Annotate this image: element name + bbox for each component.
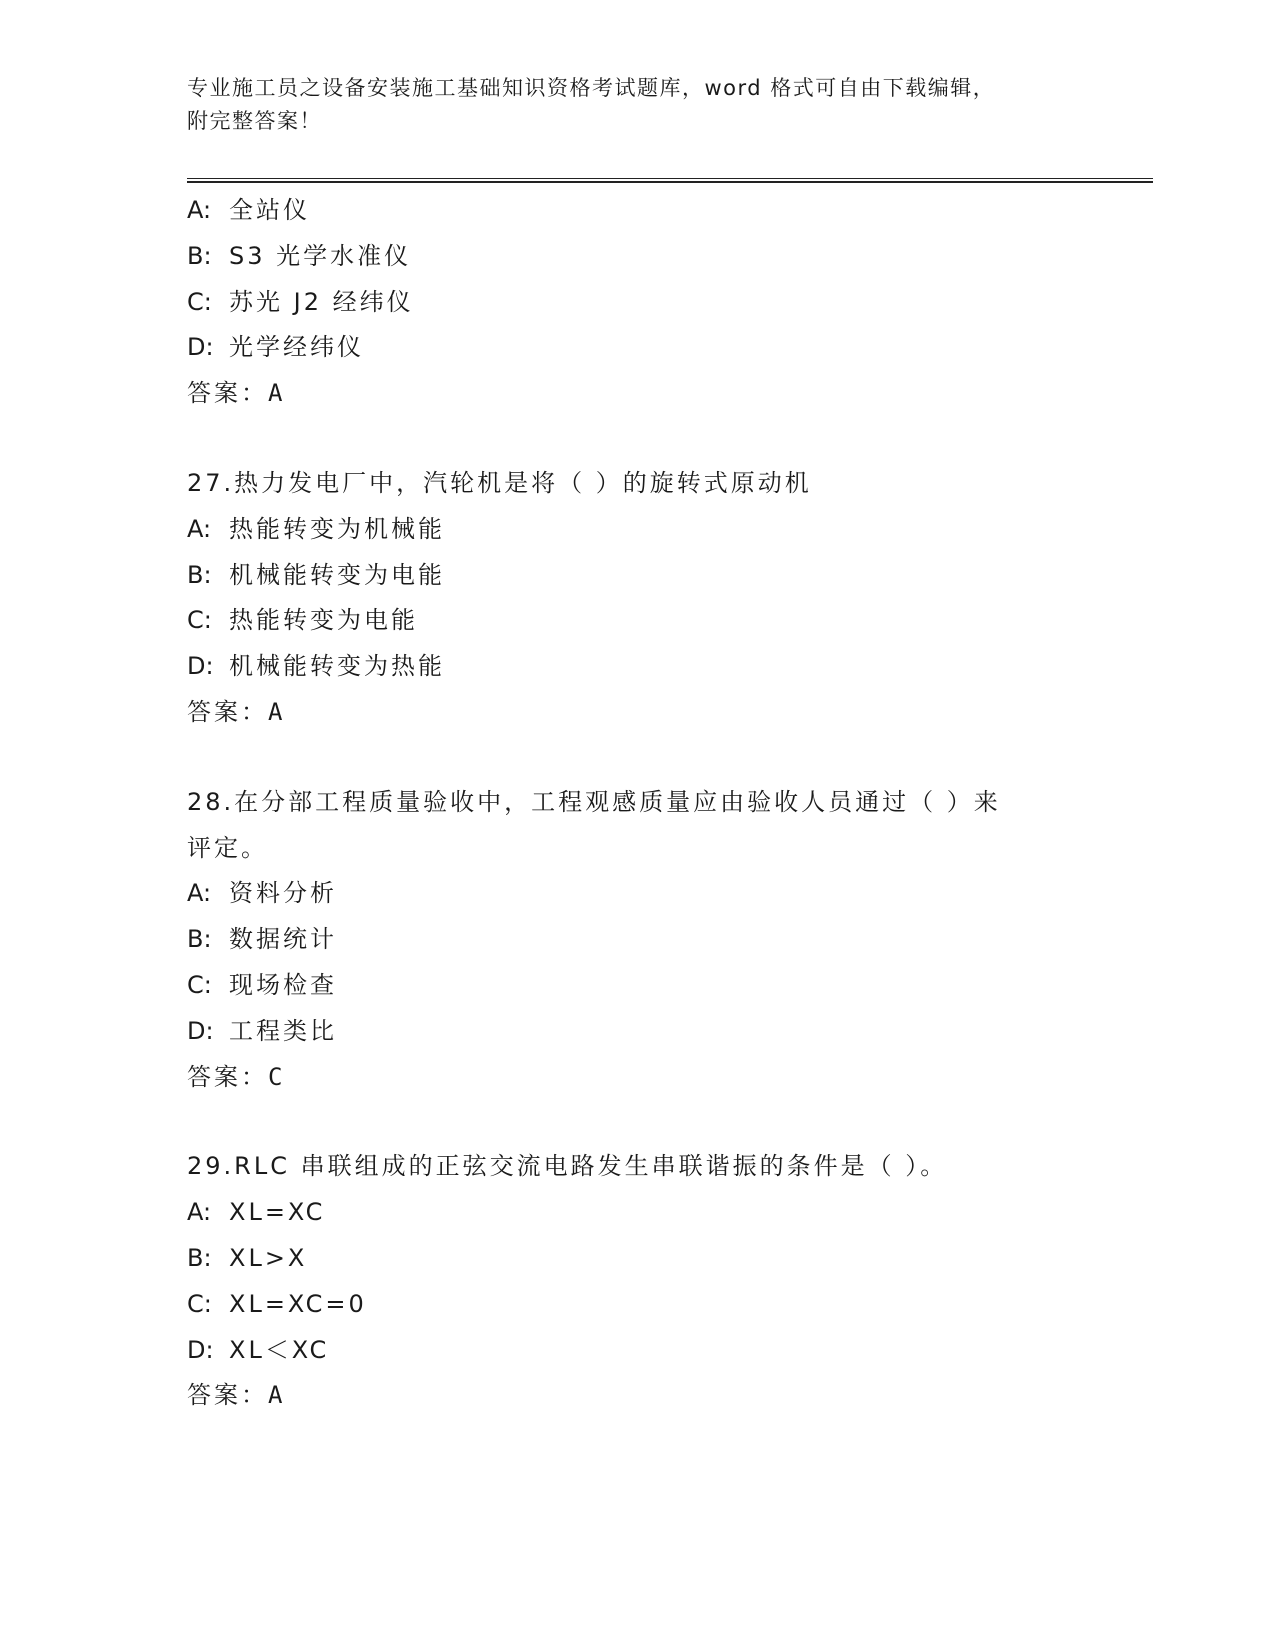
option-letter: A: bbox=[187, 196, 212, 224]
option-text: 现场检查 bbox=[229, 970, 337, 999]
option-letter: B: bbox=[187, 241, 212, 270]
question-block-29 bbox=[187, 1144, 1087, 1419]
spacer bbox=[187, 736, 1087, 780]
question-stem: 27.热力发电厂中，汽轮机是将（ ）的旋转式原动机 bbox=[187, 468, 812, 497]
option-a bbox=[187, 871, 1087, 917]
option-b bbox=[187, 553, 1087, 599]
option-text: 光学经纬仪 bbox=[229, 333, 364, 362]
divider-thin-line bbox=[187, 178, 1153, 179]
spacer bbox=[187, 1100, 1087, 1144]
option-text: 热能转变为电能 bbox=[229, 606, 418, 635]
header-line-1: 专业施工员之设备安装施工基础知识资格考试题库，word 格式可自由下载编辑， bbox=[187, 76, 996, 100]
answer-line bbox=[187, 1373, 1087, 1419]
question-stem: 29.RLC 串联组成的正弦交流电路发生串联谐振的条件是（ ）。 bbox=[187, 1152, 948, 1181]
option-d bbox=[187, 644, 1087, 690]
option-text: 苏光 J2 经纬仪 bbox=[229, 287, 414, 316]
option-d bbox=[187, 1009, 1087, 1055]
answer-line bbox=[187, 690, 1087, 736]
question-block-26 bbox=[187, 188, 1087, 417]
option-letter: C: bbox=[187, 606, 212, 635]
question-block-27 bbox=[187, 461, 1087, 736]
header-divider bbox=[187, 178, 1153, 183]
question-stem-line-2: 评定。 bbox=[187, 833, 268, 862]
option-text: 资料分析 bbox=[229, 879, 337, 908]
option-letter: C: bbox=[187, 287, 212, 316]
answer-value: A bbox=[268, 379, 286, 408]
option-c bbox=[187, 963, 1087, 1009]
option-letter: B: bbox=[187, 925, 212, 954]
option-letter: C: bbox=[187, 1289, 212, 1318]
option-d bbox=[187, 325, 1087, 371]
option-letter: D: bbox=[187, 652, 214, 681]
option-c bbox=[187, 598, 1087, 644]
option-letter: A: bbox=[187, 1198, 212, 1227]
divider-thick-line bbox=[187, 181, 1153, 183]
option-letter: D: bbox=[187, 333, 214, 362]
option-text: S3 光学水准仪 bbox=[229, 241, 412, 270]
question-stem-line-1: 28.在分部工程质量验收中，工程观感质量应由验收人员通过（ ）来 bbox=[187, 787, 1001, 816]
option-letter: C: bbox=[187, 970, 212, 999]
option-text: 机械能转变为热能 bbox=[229, 652, 445, 681]
answer-line bbox=[187, 371, 1087, 417]
header-line-2: 附完整答案！ bbox=[187, 109, 322, 133]
spacer bbox=[187, 417, 1087, 461]
answer-value: A bbox=[268, 1381, 286, 1410]
option-b bbox=[187, 1236, 1087, 1282]
option-text: XL=XC=0 bbox=[229, 1289, 367, 1318]
answer-label: 答案： bbox=[187, 1381, 268, 1410]
option-text: 工程类比 bbox=[229, 1016, 337, 1045]
option-d bbox=[187, 1328, 1087, 1374]
answer-value: C bbox=[268, 1062, 286, 1091]
answer-label: 答案： bbox=[187, 1062, 268, 1091]
option-letter: A: bbox=[187, 879, 212, 908]
option-text: XL=XC bbox=[229, 1198, 326, 1227]
option-c bbox=[187, 280, 1087, 326]
option-b bbox=[187, 234, 1087, 280]
option-text: 热能转变为机械能 bbox=[229, 514, 445, 543]
option-text: 全站仪 bbox=[229, 196, 310, 224]
option-c bbox=[187, 1282, 1087, 1328]
question-block-28 bbox=[187, 780, 1087, 1101]
answer-value: A bbox=[268, 697, 286, 726]
option-letter: D: bbox=[187, 1016, 214, 1045]
option-a bbox=[187, 507, 1087, 553]
option-text: 机械能转变为电能 bbox=[229, 560, 445, 589]
option-letter: B: bbox=[187, 1243, 212, 1272]
option-text: 数据统计 bbox=[229, 925, 337, 954]
document-body bbox=[187, 188, 1087, 1419]
answer-line bbox=[187, 1055, 1087, 1101]
answer-label: 答案： bbox=[187, 379, 268, 408]
option-b bbox=[187, 917, 1087, 963]
option-letter: A: bbox=[187, 514, 212, 543]
option-text: XL>X bbox=[229, 1243, 308, 1272]
answer-label: 答案： bbox=[187, 697, 268, 726]
page-header bbox=[187, 72, 1067, 138]
option-letter: B: bbox=[187, 560, 212, 589]
option-a bbox=[187, 1190, 1087, 1236]
option-text: XL＜XC bbox=[229, 1335, 330, 1364]
option-a bbox=[187, 188, 1087, 234]
option-letter: D: bbox=[187, 1335, 214, 1364]
